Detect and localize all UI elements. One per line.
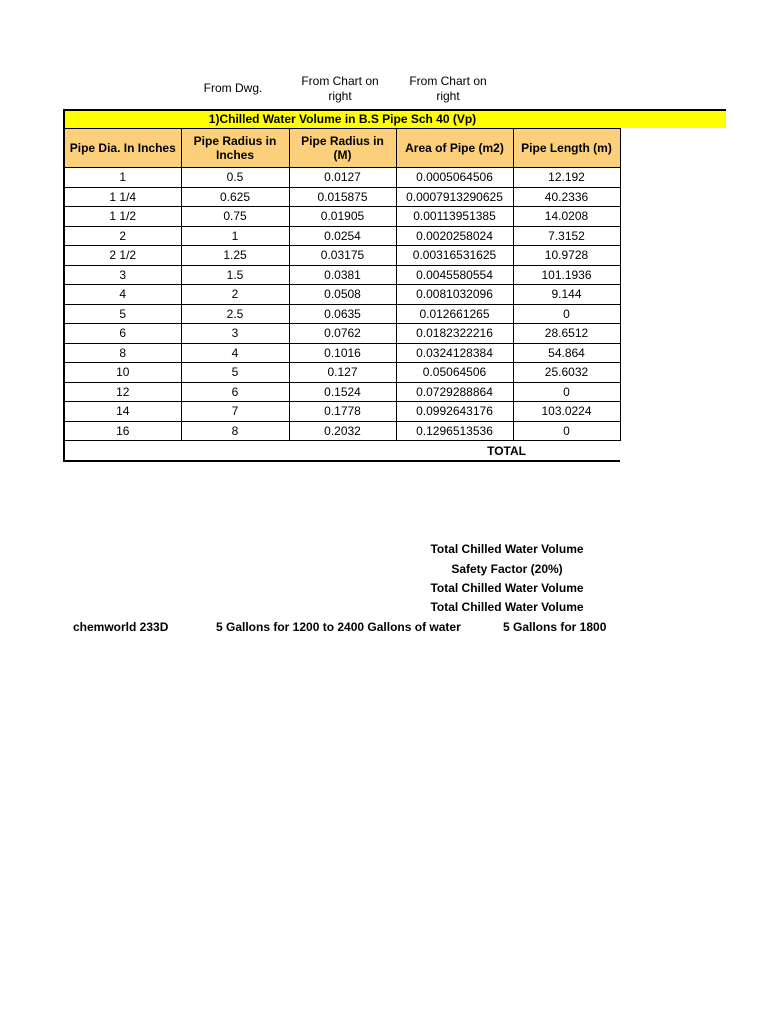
note-from-dwg: From Dwg. xyxy=(203,81,263,95)
cell-radius-inches: 2 xyxy=(181,285,289,305)
cell-radius-inches: 5 xyxy=(181,363,289,383)
table-row xyxy=(64,343,620,363)
cell-radius-m: 0.1778 xyxy=(289,402,396,422)
chemical-dosage-range: 5 Gallons for 1200 to 2400 Gallons of water xyxy=(216,620,461,634)
cell-radius-inches: 0.625 xyxy=(181,187,289,207)
cell-radius-m: 0.0127 xyxy=(289,168,396,188)
cell-radius-inches: 2.5 xyxy=(181,304,289,324)
header-area: Area of Pipe (m2) xyxy=(396,129,513,168)
cell-length: 0 xyxy=(513,382,620,402)
cell-radius-m: 0.1016 xyxy=(289,343,396,363)
cell-area: 0.0992643176 xyxy=(396,402,513,422)
cell-radius-inches: 3 xyxy=(181,324,289,344)
cell-radius-m: 0.0254 xyxy=(289,226,396,246)
cell-pipe-dia: 6 xyxy=(64,324,181,344)
table-body xyxy=(64,168,620,462)
summary-safety-factor: Safety Factor (20%) xyxy=(451,562,563,576)
cell-pipe-dia: 5 xyxy=(64,304,181,324)
cell-length: 40.2336 xyxy=(513,187,620,207)
table-row xyxy=(64,226,620,246)
cell-area: 0.00113951385 xyxy=(396,207,513,227)
pipe-volume-table xyxy=(63,128,621,462)
cell-pipe-dia: 10 xyxy=(64,363,181,383)
cell-area: 0.00316531625 xyxy=(396,246,513,266)
chemical-dosage-selected: 5 Gallons for 1800 xyxy=(503,620,607,634)
table-title: 1)Chilled Water Volume in B.S Pipe Sch 40 (Vp) xyxy=(208,112,477,126)
cell-pipe-dia: 2 1/2 xyxy=(64,246,181,266)
chemical-name: chemworld 233D xyxy=(73,620,169,634)
cell-area: 0.0007913290625 xyxy=(396,187,513,207)
cell-radius-m: 0.127 xyxy=(289,363,396,383)
table-header-row xyxy=(64,129,620,168)
cell-radius-m: 0.015875 xyxy=(289,187,396,207)
table-row xyxy=(64,304,620,324)
cell-pipe-dia: 4 xyxy=(64,285,181,305)
table-row xyxy=(64,382,620,402)
cell-radius-inches: 6 xyxy=(181,382,289,402)
header-pipe-dia: Pipe Dia. In Inches xyxy=(64,129,181,168)
total-label: TOTAL xyxy=(64,441,620,462)
table-title-bar xyxy=(63,109,726,128)
cell-area: 0.0005064506 xyxy=(396,168,513,188)
cell-area: 0.0729288864 xyxy=(396,382,513,402)
table-row xyxy=(64,421,620,441)
cell-area: 0.0045580554 xyxy=(396,265,513,285)
cell-length: 12.192 xyxy=(513,168,620,188)
cell-radius-m: 0.0508 xyxy=(289,285,396,305)
cell-length: 28.6512 xyxy=(513,324,620,344)
table-row xyxy=(64,363,620,383)
table-row xyxy=(64,402,620,422)
cell-radius-inches: 0.75 xyxy=(181,207,289,227)
header-radius-m: Pipe Radius in (M) xyxy=(289,129,396,168)
cell-radius-m: 0.2032 xyxy=(289,421,396,441)
summary-total-volume-2: Total Chilled Water Volume xyxy=(430,581,584,595)
cell-radius-inches: 1 xyxy=(181,226,289,246)
cell-radius-m: 0.0635 xyxy=(289,304,396,324)
cell-area: 0.0324128384 xyxy=(396,343,513,363)
cell-area: 0.0020258024 xyxy=(396,226,513,246)
table-row xyxy=(64,265,620,285)
table-row xyxy=(64,246,620,266)
cell-pipe-dia: 16 xyxy=(64,421,181,441)
cell-radius-inches: 8 xyxy=(181,421,289,441)
cell-length: 0 xyxy=(513,421,620,441)
table-row xyxy=(64,168,620,188)
cell-pipe-dia: 1 1/4 xyxy=(64,187,181,207)
cell-radius-inches: 1.25 xyxy=(181,246,289,266)
cell-area: 0.0081032096 xyxy=(396,285,513,305)
note-from-chart-1: From Chart on right xyxy=(301,74,379,103)
cell-length: 14.0208 xyxy=(513,207,620,227)
note-from-chart-2: From Chart on right xyxy=(409,74,487,103)
cell-radius-inches: 7 xyxy=(181,402,289,422)
cell-radius-inches: 4 xyxy=(181,343,289,363)
cell-pipe-dia: 3 xyxy=(64,265,181,285)
cell-radius-m: 0.03175 xyxy=(289,246,396,266)
summary-total-volume-3: Total Chilled Water Volume xyxy=(430,600,584,614)
cell-radius-m: 0.0381 xyxy=(289,265,396,285)
cell-length: 0 xyxy=(513,304,620,324)
cell-length: 103.0224 xyxy=(513,402,620,422)
cell-radius-m: 0.0762 xyxy=(289,324,396,344)
cell-length: 9.144 xyxy=(513,285,620,305)
table-row xyxy=(64,207,620,227)
cell-radius-m: 0.01905 xyxy=(289,207,396,227)
table-row xyxy=(64,324,620,344)
cell-area: 0.05064506 xyxy=(396,363,513,383)
cell-pipe-dia: 8 xyxy=(64,343,181,363)
cell-area: 0.012661265 xyxy=(396,304,513,324)
header-radius-inches: Pipe Radius in Inches xyxy=(181,129,289,168)
cell-length: 101.1936 xyxy=(513,265,620,285)
table-row xyxy=(64,187,620,207)
cell-length: 25.6032 xyxy=(513,363,620,383)
header-length: Pipe Length (m) xyxy=(513,129,620,168)
summary-total-volume: Total Chilled Water Volume xyxy=(430,542,584,556)
cell-radius-inches: 0.5 xyxy=(181,168,289,188)
cell-area: 0.1296513536 xyxy=(396,421,513,441)
cell-radius-m: 0.1524 xyxy=(289,382,396,402)
cell-length: 7.3152 xyxy=(513,226,620,246)
cell-pipe-dia: 2 xyxy=(64,226,181,246)
cell-pipe-dia: 1 xyxy=(64,168,181,188)
table-row xyxy=(64,285,620,305)
cell-area: 0.0182322216 xyxy=(396,324,513,344)
cell-length: 54.864 xyxy=(513,343,620,363)
cell-pipe-dia: 12 xyxy=(64,382,181,402)
cell-length: 10.9728 xyxy=(513,246,620,266)
cell-radius-inches: 1.5 xyxy=(181,265,289,285)
total-row xyxy=(64,441,620,462)
cell-pipe-dia: 14 xyxy=(64,402,181,422)
cell-pipe-dia: 1 1/2 xyxy=(64,207,181,227)
